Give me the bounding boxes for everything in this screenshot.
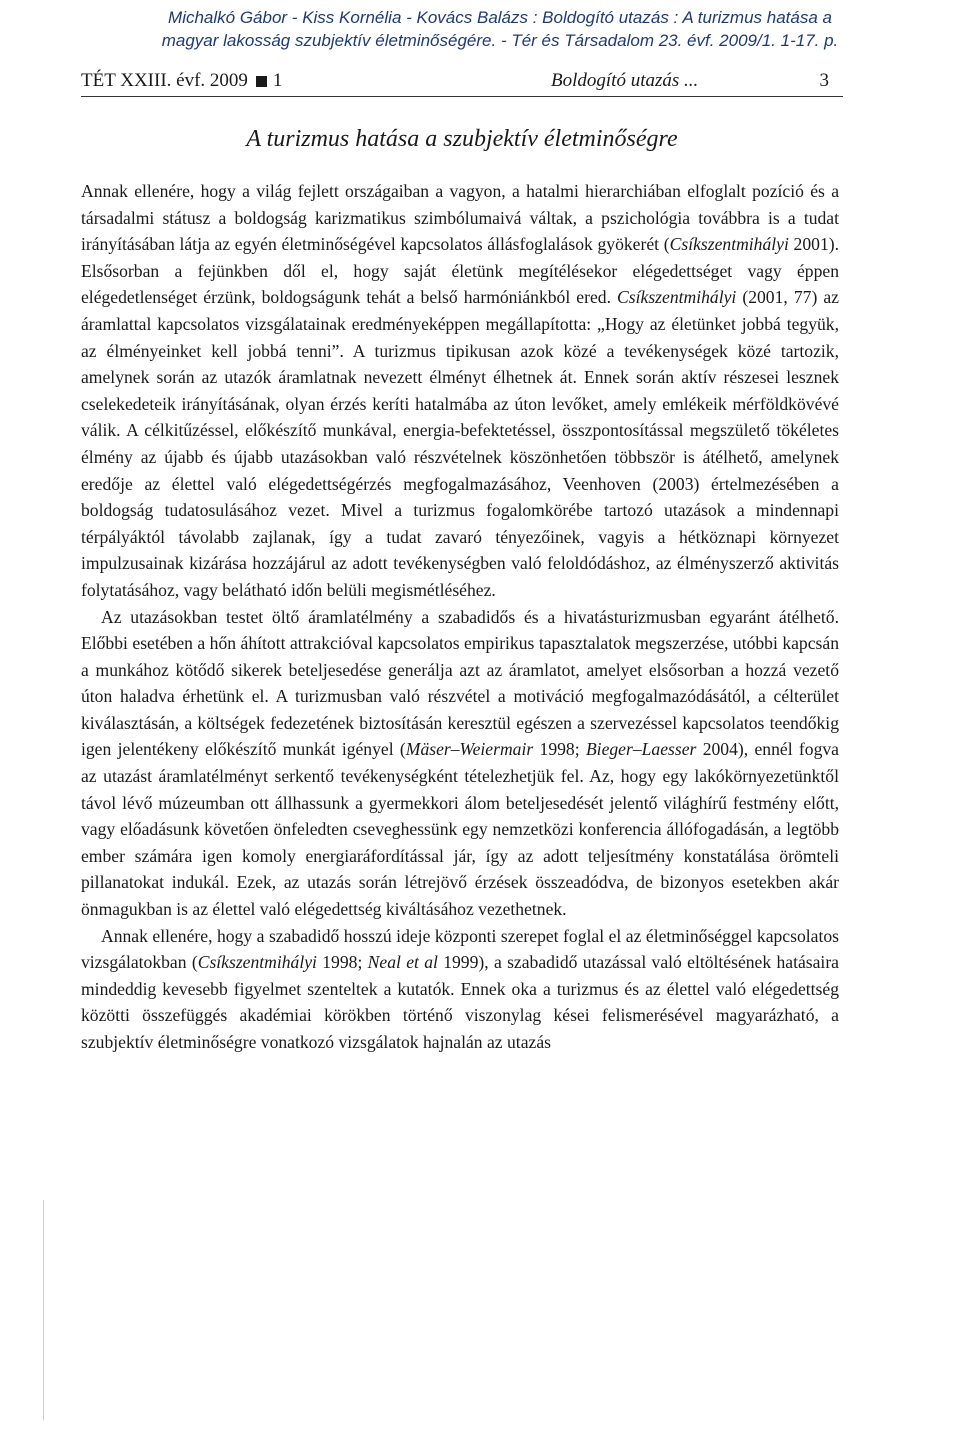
citation-author: Csíkszentmihályi — [617, 287, 737, 308]
citation-header — [100, 6, 900, 52]
text-run: 2004), ennél fogva az utazást áramlatélményt serkentő tevékenységként tételezhetjük fel. Az, hogy egy lakókörnyezetünktől távol lévő múzeumban ott állhassunk a gyermekkori álom beteljesedését jelentő világhírű festmény előtt, vagy előadásunk követően önfeledten cseveghessünk egy nemzetközi konferencia állófogadásán, a legtöbb ember számára igen komoly energiaráfordítással jár, így az adott teljesítmény konstatálása örömteli pillanatokat indukál. Ezek, az utazás során létrejövő érzések összeadódva, de bizonyos esetekben akár önmagukban is az élettel való elégedettség kiváltásához vezethetnek. — [81, 739, 839, 920]
page-number: 3 — [819, 70, 829, 91]
text-run: 1999), a szabadidő utazással való eltöltésének hatásaira mindeddig kevesebb figyelmet szenteltek a kutatók. Ennek oka a turizmus és az élettel való elégedettség közötti összefüggés akadémiai körökben történő viszonylag kései felismerésével magyarázható, a szubjektív életminőségre vonatkozó vizsgálatok hajnalán az utazás — [81, 952, 839, 1052]
text-run: Annak ellenére, hogy a világ fejlett országaiban a vagyon, a hatalmi hierarchiában elfoglalt pozíció és a társadalmi státusz a boldogság karizmatikus szimbólumaivá váltak, a pszichológia továbbra is a tudat irányításában látja az egyén életminőségével kapcsolatos állásfoglalások gyökerét ( — [81, 181, 839, 255]
text-run: (2001, 77) az áramlattal kapcsolatos vizsgálatainak eredményeképpen megállapította: „Hogy az életünket jobbá tegyük, az élményeinket kell jobbá tenni”. A turizmus tipikusan azok közé a tevékenységek közé tartozik, amelynek során az utazók áramlatnak nevezett élményt élhetnek át. Ennek során aktív részesei lesznek cselekedeteik irányításának, olyan érzés keríti hatalmába az úton levőket, amely emlékeik mérföldkövévé válik. A célkitűzéssel, előkészítő munkával, energia-befektetéssel, összpontosítással megszülető tökéletes élmény az újabb és újabb utazásokban való részvételnek köszönhetően többször is átélhető, amelynek eredője az élettel való elégedettségérzés megfogalmazásához, Veenhoven (2003) értelmezésében a boldogság tudatosulásához vezet. Mivel a turizmus fogalomkörébe tartozó utazások a mindennapi térpályáktól távolabb zajlanak, így a tudat zavaró tényezőinek, vagyis a hétköznapi környezet impulzusainak kizárása hozzájárul az adott tevékenységben való feloldódáshoz, az élményszerző aktivitás folytatásához, vagy belátható időn belüli megismétléséhez. — [81, 287, 839, 600]
paragraph — [81, 604, 839, 923]
citation-line-1: Michalkó Gábor - Kiss Kornélia - Kovács Balázs : Boldogító utazás : A turizmus hatása a — [168, 8, 832, 27]
body-text — [81, 178, 839, 1056]
scan-margin-line — [43, 1200, 44, 1420]
citation-author: Bieger–Laesser — [585, 739, 697, 760]
text-run: 1998; — [533, 739, 586, 760]
running-head — [81, 68, 843, 97]
citation-author: Csíkszentmihályi — [669, 234, 789, 255]
text-run: 1998; — [316, 952, 368, 973]
citation-author: Neal et al — [367, 952, 438, 973]
citation-author: Csíkszentmihályi — [197, 952, 317, 973]
running-head-short-title: Boldogító utazás ... — [551, 70, 699, 91]
citation-line-2: magyar lakosság szubjektív életminőségére. - Tér és Társadalom 23. évf. 2009/1. 1-17. p. — [161, 31, 839, 50]
text-run: Az utazásokban testet öltő áramlatélmény a szabadidős és a hivatásturizmusban egyaránt átélhető. Előbbi esetében a hőn áhított attrakcióval kapcsolatos empirikus tapasztalatok megszerzése, utóbbi kapcsán a munkához kötődő sikerek beteljesedése generálja azt az áramlatot, amelyet elsősorban a hozzá vezető úton haladva érhetünk el. A turizmusban való részvétel a motiváció megfogalmazódásától, a célterület kiválasztásán, a költségek fedezetének biztosításán keresztül egészen a szervezéssel kapcsolatos teendőkig igen jelentékeny előkészítő munkát igényel ( — [81, 606, 839, 760]
paragraph — [81, 178, 839, 604]
journal-label: TÉT XXIII. évf. 2009 — [81, 70, 248, 91]
paragraph — [81, 923, 839, 1056]
text-run: Annak ellenére, hogy a szabadidő hosszú ideje központi szerepet foglal el az életminőséggel kapcsolatos vizsgálatokban ( — [81, 925, 839, 973]
section-title: A turizmus hatása a szubjektív életminőségre — [246, 126, 678, 152]
text-run: 2001). Elsősorban a fejünkben dől el, hogy saját életünk megítélésekor elégedettséget vagy éppen elégedetlenséget érzünk, boldogságunk tehát a belső harmóniánkból ered. — [81, 234, 839, 308]
square-bullet-icon — [256, 76, 267, 87]
issue-number: 1 — [272, 70, 283, 91]
running-head-journal-group — [81, 68, 282, 94]
citation-author: Mäser–Weiermair — [405, 739, 534, 760]
